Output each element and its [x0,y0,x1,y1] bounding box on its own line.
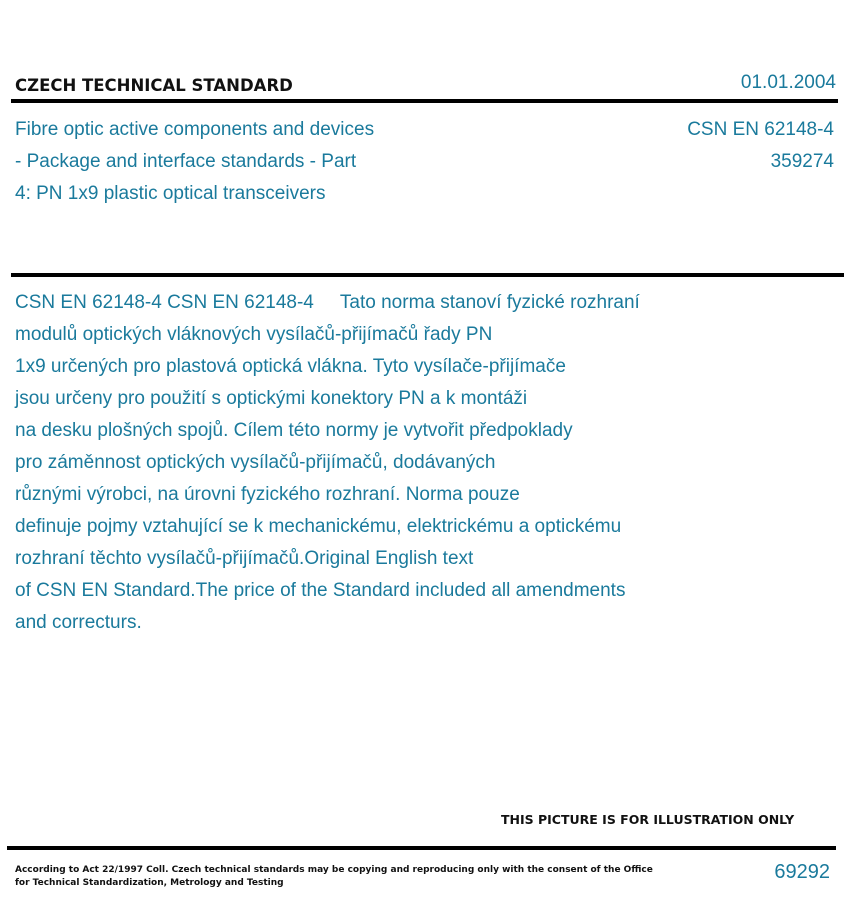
legal-notice [15,864,653,890]
publication-date: 01.01.2004 [740,72,836,93]
catalog-number: 359274 [770,151,834,172]
description-line: pro záměnnost optických vysílačů-přijímačů, dodávaných [15,452,496,473]
legal-notice-line: for Technical Standardization, Metrology and Testing [15,878,284,888]
standard-description [15,287,775,639]
description-line: and correcturs. [15,612,142,633]
page-number: 69292 [774,861,830,883]
description-line: rozhraní těchto vysílačů-přijímačů.Original English text [15,548,474,569]
standard-code: CSN EN 62148-4 [687,119,834,140]
description-line: modulů optických vláknových vysílačů-přijímačů řady PN [15,324,493,345]
title-divider [11,273,844,277]
header-divider [11,99,838,103]
description-line: na desku plošných spojů. Cílem této normy je vytvořit předpoklady [15,420,573,441]
title-line: - Package and interface standards - Part [15,151,357,172]
standard-identifier [687,114,834,178]
description-line: 1x9 určených pro plastová optická vlákna. Tyto vysílače-přijímače [15,356,566,377]
title-line: Fibre optic active components and devices [15,119,375,140]
description-line: jsou určeny pro použití s optickými konektory PN a k montáži [15,388,528,409]
description-line: of CSN EN Standard.The price of the Standard included all amendments [15,580,626,601]
description-line: CSN EN 62148-4 CSN EN 62148-4 Tato norma stanoví fyzické rozhraní [15,292,640,313]
document-type-label: CZECH TECHNICAL STANDARD [15,76,293,95]
footer-divider [7,846,836,850]
description-line: definuje pojmy vztahující se k mechanickému, elektrickému a optickému [15,516,622,537]
standard-title [15,114,475,210]
legal-notice-line: According to Act 22/1997 Coll. Czech technical standards may be copying and reproducing only with the consent of the Office [15,865,653,875]
description-line: různými výrobci, na úrovni fyzického rozhraní. Norma pouze [15,484,520,505]
title-line: 4: PN 1x9 plastic optical transceivers [15,183,326,204]
illustration-note: THIS PICTURE IS FOR ILLUSTRATION ONLY [501,812,795,827]
